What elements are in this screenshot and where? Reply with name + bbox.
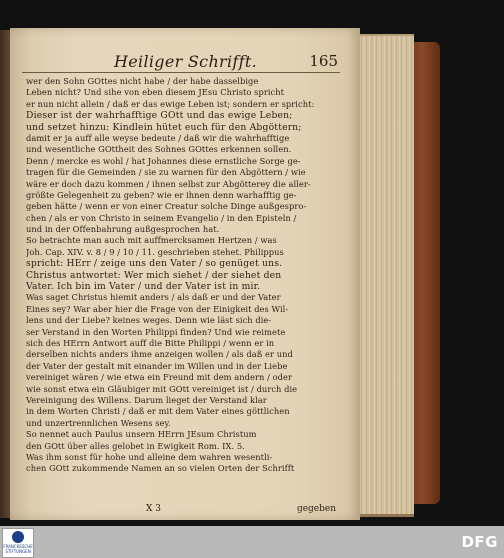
text-line: Joh. Cap. XIV. v. 8 / 9 / 10 / 11. geschrieben stehet. Philippus [26,246,284,257]
text-line: wer den Sohn GOttes nicht habe / der habe dasselbige [26,76,259,86]
text-line: So nennet auch Paulus unsern HErrn JEsum Christum [26,429,257,440]
library-logo[interactable] [2,528,34,558]
text-line: Vater. Ich bin im Vater / und der Vater ist in mir. [26,281,261,293]
text-line: Was saget Christus hiemit anders / als daß er und der Vater [26,292,281,303]
signature-mark: X 3 [146,504,161,514]
text-line: den GOtt über alles gelobet in Ewigkeit Rom. IX. 5. [26,440,245,451]
body-text [26,76,344,475]
text-line: chen / als er von Christo in seinem Evangelio / in den Episteln / [26,212,297,223]
text-line: Christus antwortet: Wer mich siehet / der siehet den [26,269,282,281]
text-line: spricht: HErr / zeige uns den Vater / so genüget uns. [26,258,283,270]
text-line: Leben nicht? Und sihe von eben diesem JEsu Christo spricht [26,87,285,98]
text-line: Was ihm sonst für hohe und alleine dem wahren wesentli- [26,451,273,462]
text-line: geben hätte / wenn er von einer Creatur solche Dinge außgespro- [26,201,307,212]
text-line: derselben nichts anders ihme anzeigen wollen / als daß er und [26,349,293,360]
text-line: lens und der Liebe? keines weges. Denn wie läst sich die- [26,315,272,326]
catchword: gegeben [296,504,336,514]
text-line: Denn / mercke es wohl / hat Johannes diese ernstliche Sorge ge- [26,155,301,166]
running-title: Heiliger Schrifft. [114,52,257,71]
text-line: größte Gelegenheit zu geben? wie er ihnen denn warhafftig ge- [26,189,297,200]
text-line: er nun nicht allein / daß er das ewige Leben ist; sondern er spricht: [26,98,315,109]
text-line: wie sonst etwa ein Gläubiger mit GOtt vereiniget ist / durch die [26,383,298,394]
page-stack-edge [358,34,414,517]
page-header [44,52,344,74]
text-line: und setzet hinzu: Kindlein hütet euch für den Abgöttern; [26,121,302,133]
text-line: und in der Offenbahrung außgesprochen hat. [26,224,220,235]
text-line: und wesentliche GOttheit des Sohnes GOttes erkennen sollen. [26,144,292,155]
text-line: So betrachte man auch mit auffmercksamen Hertzen / was [26,235,277,246]
text-line: vereiniget wären / wie etwa ein Freund mit dem andern / oder [26,372,292,383]
book-cover [410,42,440,504]
viewer-footer-bar [0,526,504,558]
text-line: in dem Worten Christi / daß er mit dem Vater eines göttlichen [26,406,290,417]
text-line: der Vater der gestalt mit einander im Willen und in der Liebe [26,360,288,371]
header-rule [22,72,340,73]
text-line: Dieser ist der wahrhafftige GOtt und das ewige Leben; [26,110,293,122]
text-line: und unzertrennlichen Wesens sey. [26,417,171,428]
dfg-logo[interactable]: DFG [461,533,498,551]
text-line: Eines sey? War aber hier die Frage von der Einigkeit des Wil- [26,303,289,314]
text-line: Vereinigung des Willens. Darum lieget der Verstand klar [26,394,267,405]
text-line: ser Verstand in den Worten Philippi finden? Und wie reimete [26,326,286,337]
page-number: 165 [309,52,338,70]
library-emblem-icon [12,531,24,543]
text-line: damit er ja auff alle weyse bedeute / daß wir die wahrhafftige [26,132,290,143]
page-footer [26,504,344,516]
library-logo-text: FRANCKESCHE STIFTUNGEN [3,544,33,554]
text-line: wäre er doch dazu kommen / ihnen selbst zur Abgötterey die aller- [26,178,311,189]
text-line: sich des HErrn Antwort auff die Bitte Philippi / wenn er in [26,337,275,348]
text-line: chen GOtt zukommende Namen an so vielen Orten der Schrifft [26,463,295,474]
text-line: tragen für die Gemeinden / sie zu warnen für den Abgöttern / wie [26,167,306,178]
